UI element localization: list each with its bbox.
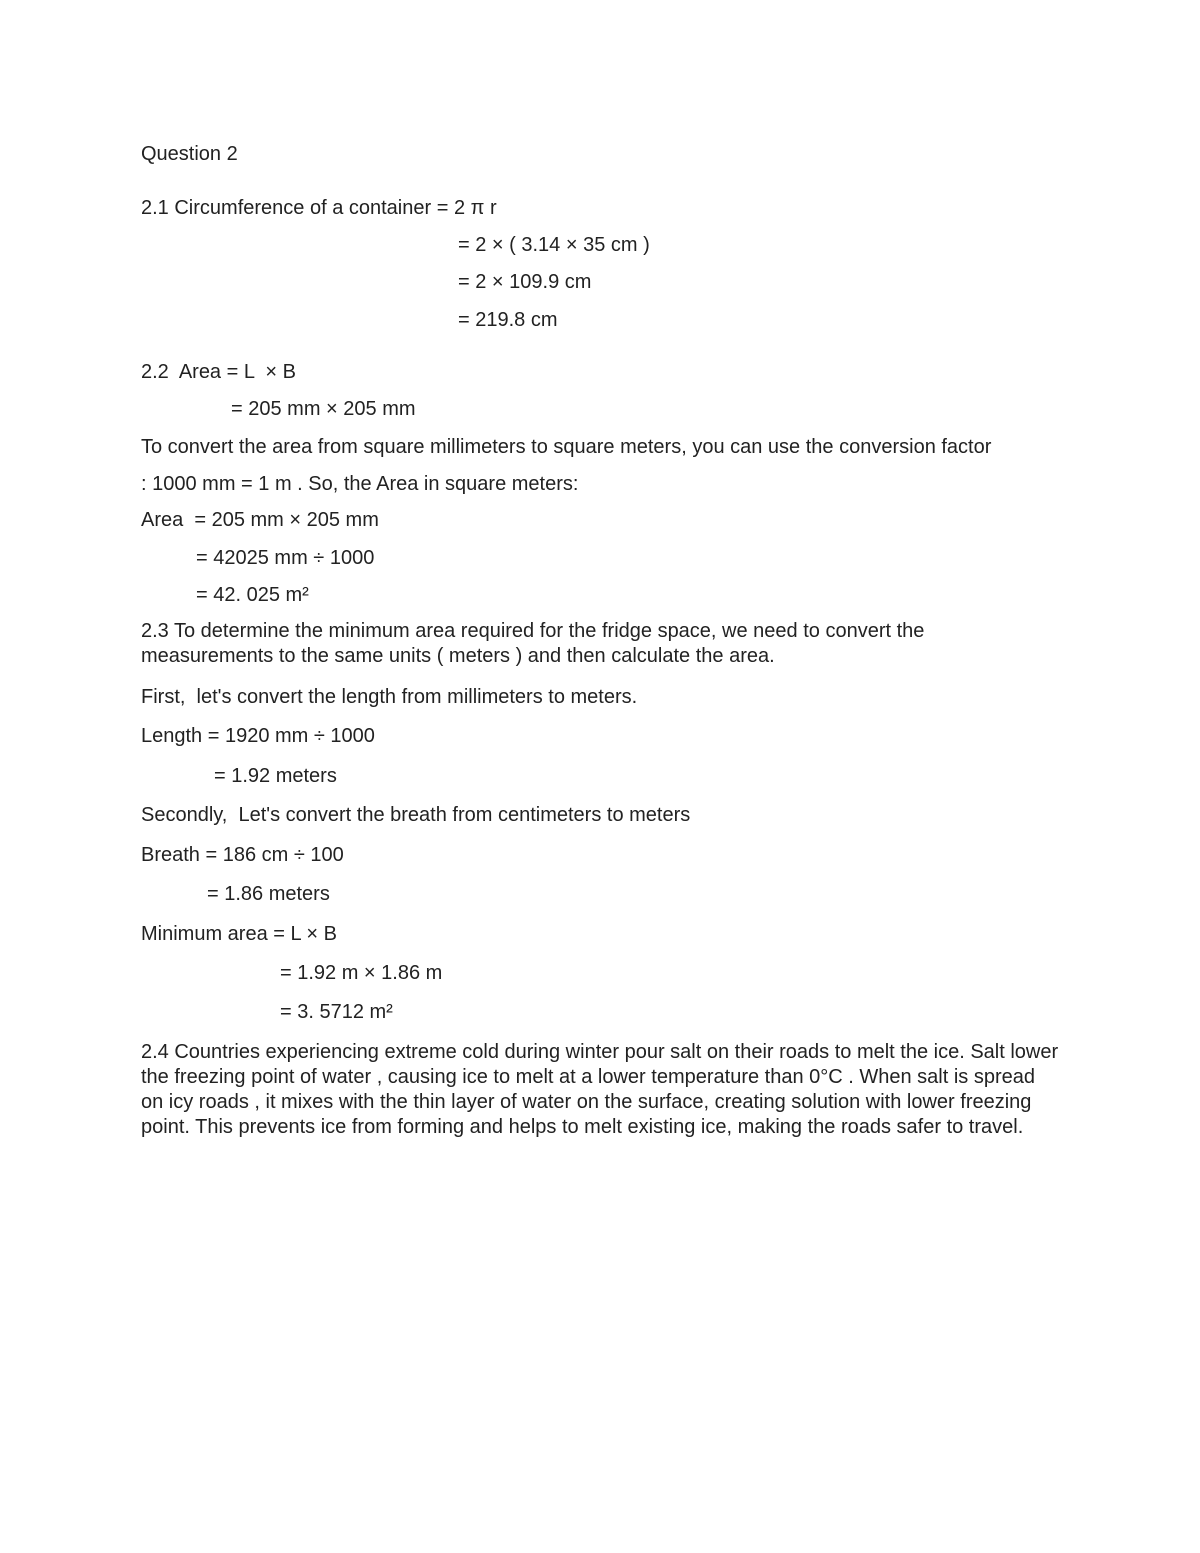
q2-2-line-3: To convert the area from square millimeters to square meters, you can use the conversion factor (141, 436, 992, 458)
q2-3-length-2: = 1.92 meters (214, 765, 337, 787)
q2-3-breath-1: Breath = 186 cm ÷ 100 (141, 844, 344, 866)
q2-1-line-1: 2.1 Circumference of a container = 2 π r (141, 197, 497, 219)
q2-2-line-5: Area = 205 mm × 205 mm (141, 509, 379, 531)
q2-1-line-2: = 2 × ( 3.14 × 35 cm ) (458, 234, 650, 256)
q2-2-line-6: = 42025 mm ÷ 1000 (196, 547, 375, 569)
q2-3-first: First, let's convert the length from millimeters to meters. (141, 686, 638, 708)
q2-2-line-7: = 42. 025 m² (196, 584, 309, 606)
q2-1-line-4: = 219.8 cm (458, 309, 558, 331)
q2-3-min-2: = 1.92 m × 1.86 m (280, 962, 443, 984)
q2-3-breath-2: = 1.86 meters (207, 883, 330, 905)
q2-4-text: 2.4 Countries experiencing extreme cold during winter pour salt on their roads to melt the ice. Salt lower the freezing point of water , causing ice to melt at a lower temperature than 0°C . When salt is spread on icy roads , it mixes with the thin layer of water on the surface, creating solution with lower freezing point. This prevents ice from forming and helps to melt existing ice, making the roads safer to travel. (141, 1041, 1059, 1138)
q2-1-line-3: = 2 × 109.9 cm (458, 271, 592, 293)
q2-3-min-3: = 3. 5712 m² (280, 1001, 393, 1023)
q2-3-second: Secondly, Let's convert the breath from centimeters to meters (141, 804, 691, 826)
q2-3-length-1: Length = 1920 mm ÷ 1000 (141, 725, 375, 747)
q2-3-intro: 2.3 To determine the minimum area required for the fridge space, we need to convert the measurements to the same units ( meters ) and then calculate the area. (141, 620, 925, 667)
q2-2-line-4: : 1000 mm = 1 m . So, the Area in square meters: (141, 473, 579, 495)
question-title: Question 2 (141, 143, 238, 165)
q2-2-line-1: 2.2 Area = L × B (141, 361, 296, 383)
q2-2-line-2: = 205 mm × 205 mm (231, 398, 416, 420)
q2-3-min-1: Minimum area = L × B (141, 923, 338, 945)
